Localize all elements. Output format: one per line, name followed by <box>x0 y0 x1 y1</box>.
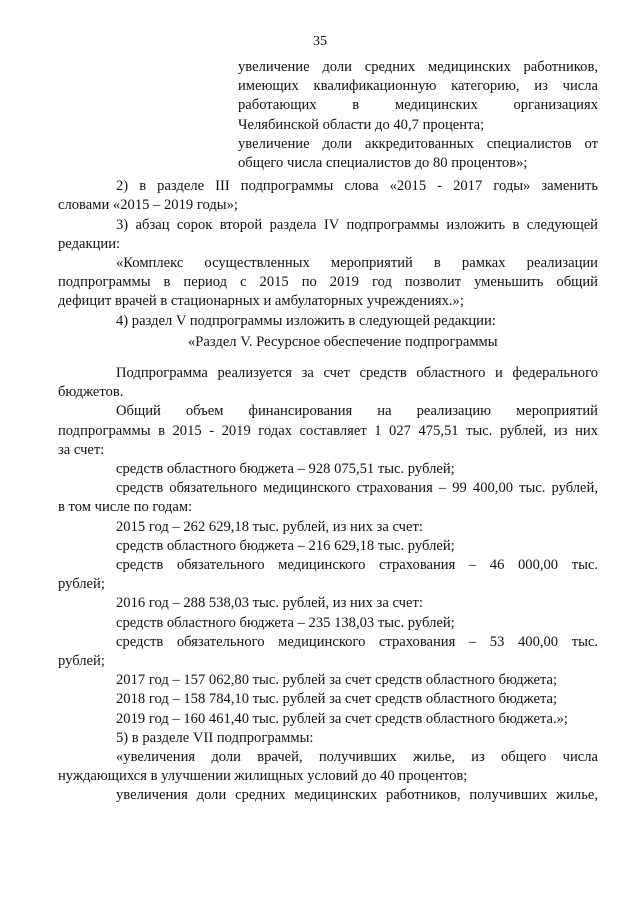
text-line: 2018 год – 158 784,10 тыс. рублей за счет средств областного бюджета; <box>116 691 558 707</box>
text-line: увеличение доли средних медицинских работников, <box>238 59 598 75</box>
text-line: Подпрограмма реализуется за счет средств областного и федерального <box>116 365 598 381</box>
text-line: 2017 год – 157 062,80 тыс. рублей за счет средств областного бюджета; <box>116 672 558 688</box>
text-line: Челябинской области до 40,7 процента; <box>238 117 485 133</box>
text-line: 2019 год – 160 461,40 тыс. рублей за счет средств областного бюджета.»; <box>116 711 568 727</box>
text-line: 2015 год – 262 629,18 тыс. рублей, из них за счет: <box>116 519 423 535</box>
text-line: 4) раздел V подпрограммы изложить в следующей редакции: <box>116 313 496 329</box>
text-line: 2016 год – 288 538,03 тыс. рублей, из них за счет: <box>116 595 423 611</box>
text-line: 5) в разделе VII подпрограммы: <box>116 730 314 746</box>
text-line: средств обязательного медицинского страхования – 46 000,00 тыс. <box>116 557 598 573</box>
text-line: подпрограммы в 2015 - 2019 годах составляет 1 027 475,51 тыс. рублей, из них <box>58 423 598 439</box>
text-line: рублей; <box>58 576 105 592</box>
text-line: в том числе по годам: <box>58 499 193 515</box>
text-line: общего числа специалистов до 80 процентов»; <box>238 155 528 171</box>
text-line: «увеличения доли врачей, получивших жилье, из общего числа <box>116 749 598 765</box>
text-line: за счет: <box>58 442 105 458</box>
text-line: Общий объем финансирования на реализацию мероприятий <box>116 403 598 419</box>
text-line: средств областного бюджета – 216 629,18 тыс. рублей; <box>116 538 455 554</box>
text-line: словами «2015 – 2019 годы»; <box>58 197 238 213</box>
text-line: 2) в разделе III подпрограммы слова «2015 - 2017 годы» заменить <box>116 178 598 194</box>
page-number: 35 <box>313 34 327 49</box>
text-line: подпрограммы в период с 2015 по 2019 год позволит уменьшить общий <box>58 274 598 290</box>
text-line: редакции: <box>58 236 121 252</box>
text-line: работающих в медицинских организациях <box>238 97 598 113</box>
text-line: средств областного бюджета – 928 075,51 тыс. рублей; <box>116 461 455 477</box>
section-heading: «Раздел V. Ресурсное обеспечение подпрограммы <box>188 334 498 350</box>
text-line: имеющих квалификационную категорию, из числа <box>238 78 598 94</box>
text-line: увеличение доли аккредитованных специалистов от <box>238 136 598 152</box>
text-line: 3) абзац сорок второй раздела IV подпрограммы изложить в следующей <box>116 217 598 233</box>
text-line: рублей; <box>58 653 105 669</box>
text-line: средств областного бюджета – 235 138,03 тыс. рублей; <box>116 615 455 631</box>
text-line: бюджетов. <box>58 384 124 400</box>
text-line: «Комплекс осуществленных мероприятий в рамках реализации <box>116 255 598 271</box>
text-line: увеличения доли средних медицинских работников, получивших жилье, <box>116 787 598 803</box>
text-line: нуждающихся в улучшении жилищных условий до 40 процентов; <box>58 768 468 784</box>
text-line: дефицит врачей в стационарных и амбулаторных учреждениях.»; <box>58 293 464 309</box>
text-line: средств обязательного медицинского страхования – 53 400,00 тыс. <box>116 634 598 650</box>
text-line: средств обязательного медицинского страхования – 99 400,00 тыс. рублей, <box>116 480 598 496</box>
